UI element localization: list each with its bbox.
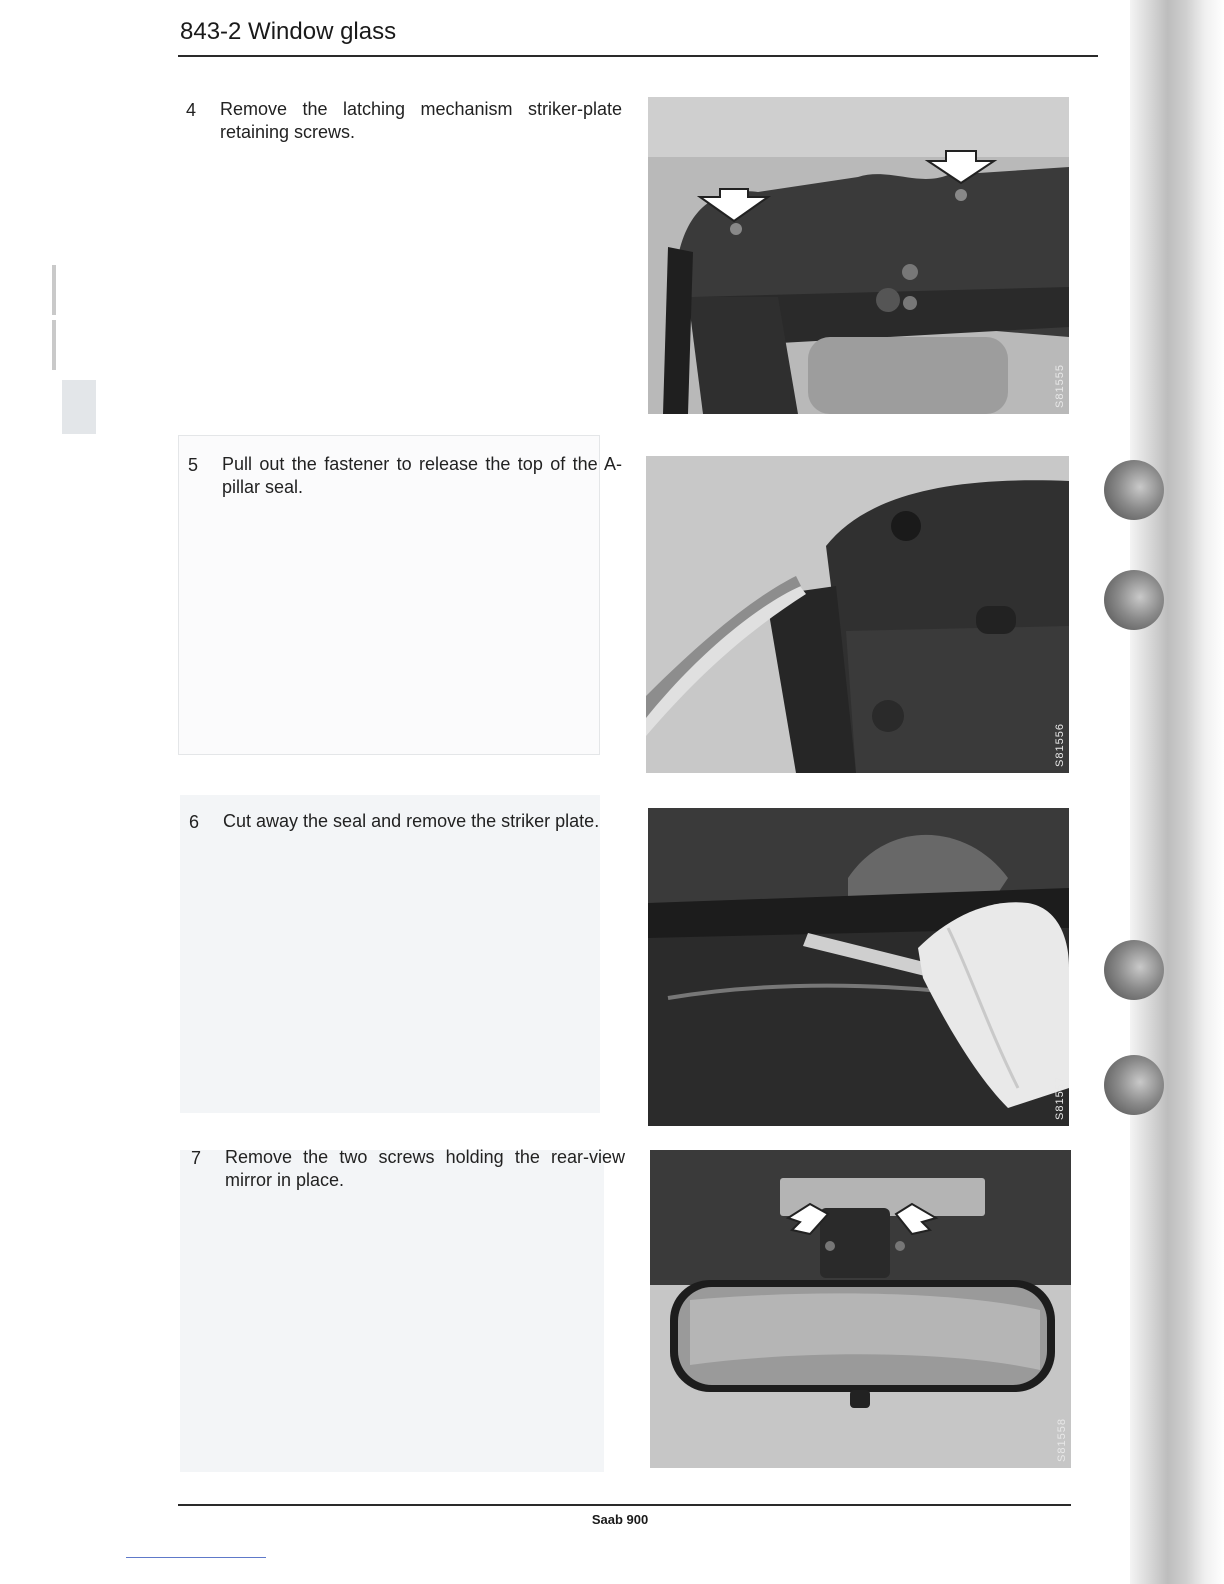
photo-illustration <box>650 1150 1071 1468</box>
binder-ring <box>1104 1055 1164 1115</box>
photo-code: S81557 <box>1054 1076 1066 1120</box>
step-text: Cut away the seal and remove the striker plate. <box>223 811 600 831</box>
photo-illustration <box>646 456 1069 773</box>
page-title: 843-2 Window glass <box>180 18 397 45</box>
step-number: 4 <box>186 100 197 120</box>
step-number: 5 <box>188 455 199 475</box>
photo-code: S81558 <box>1056 1418 1068 1462</box>
photo-striker-plate <box>648 97 1069 414</box>
footer-rule <box>178 1504 1071 1506</box>
scan-line <box>126 1557 266 1558</box>
photo-rear-view-mirror <box>650 1150 1071 1468</box>
binder-edge-shadow <box>1130 0 1224 1584</box>
photo-illustration <box>648 808 1069 1126</box>
photo-striker-plate-removal <box>648 808 1069 1126</box>
scan-tab <box>62 380 96 434</box>
binder-ring <box>1104 460 1164 520</box>
binder-ring <box>1104 940 1164 1000</box>
show-through-panel <box>180 795 600 1113</box>
scan-mark <box>52 320 56 370</box>
photo-a-pillar-seal <box>646 456 1069 773</box>
step-text: Remove the two screws holding the rear-view mirror in place. <box>225 1147 625 1190</box>
photo-illustration <box>648 97 1069 414</box>
step-number: 6 <box>189 812 200 832</box>
step-text: Pull out the fastener to release the top of the A-pillar seal. <box>222 454 622 497</box>
step-number: 7 <box>191 1148 202 1168</box>
scan-mark <box>52 265 56 315</box>
show-through-panel <box>180 1150 604 1472</box>
binder-ring <box>1104 570 1164 630</box>
photo-code: S81556 <box>1054 723 1066 767</box>
footer-text: Saab 900 <box>591 1512 649 1527</box>
step-text: Remove the latching mechanism striker-plate retaining screws. <box>220 99 622 142</box>
photo-code: S81555 <box>1054 364 1066 408</box>
header-rule <box>178 55 1098 57</box>
